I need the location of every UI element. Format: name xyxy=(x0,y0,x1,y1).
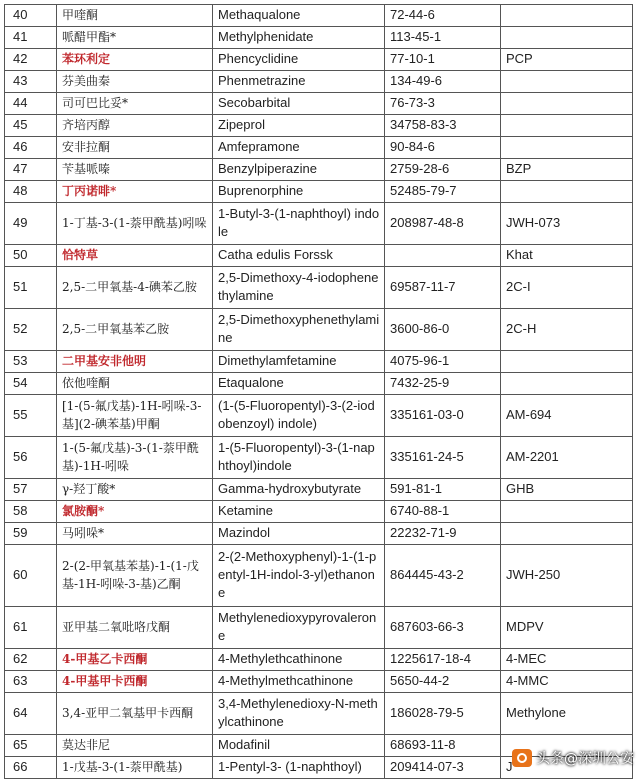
table-row xyxy=(5,93,633,115)
number-cell: 61 xyxy=(5,607,57,649)
english-name-cell: Benzylpiperazine xyxy=(213,159,385,181)
cas-number-cell: 72-44-6 xyxy=(385,5,501,27)
english-name-cell: Phenmetrazine xyxy=(213,71,385,93)
table-row xyxy=(5,479,633,501)
english-name-cell: Amfepramone xyxy=(213,137,385,159)
table-row xyxy=(5,115,633,137)
number-cell: 57 xyxy=(5,479,57,501)
english-name-cell: Secobarbital xyxy=(213,93,385,115)
abbreviation-cell: 2C-I xyxy=(501,267,633,309)
abbreviation-cell xyxy=(501,351,633,373)
english-name-cell: 4-Methylmethcathinone xyxy=(213,671,385,693)
table-row xyxy=(5,395,633,437)
number-cell: 66 xyxy=(5,757,57,779)
abbreviation-cell: GHB xyxy=(501,479,633,501)
table-row xyxy=(5,351,633,373)
table-row xyxy=(5,671,633,693)
cas-number-cell: 5650-44-2 xyxy=(385,671,501,693)
number-cell: 65 xyxy=(5,735,57,757)
number-cell: 54 xyxy=(5,373,57,395)
cas-number-cell: 2759-28-6 xyxy=(385,159,501,181)
table-row xyxy=(5,649,633,671)
chinese-name-cell: [1-(5-氟戊基)-1H-吲哚-3-基](2-碘苯基)甲酮 xyxy=(57,395,213,437)
drug-table xyxy=(4,4,633,779)
abbreviation-cell: Khat xyxy=(501,245,633,267)
table-row xyxy=(5,607,633,649)
chinese-name-cell: 甲喹酮 xyxy=(57,5,213,27)
abbreviation-cell: 4-MMC xyxy=(501,671,633,693)
chinese-name-cell: 恰特草 xyxy=(57,245,213,267)
abbreviation-cell xyxy=(501,501,633,523)
english-name-cell: 4-Methylethcathinone xyxy=(213,649,385,671)
english-name-cell: Phencyclidine xyxy=(213,49,385,71)
chinese-name-cell: 3,4-亚甲二氧基甲卡西酮 xyxy=(57,693,213,735)
table-row xyxy=(5,309,633,351)
abbreviation-cell: BZP xyxy=(501,159,633,181)
table-row xyxy=(5,693,633,735)
english-name-cell: 2,5-Dimethoxyphenethylamine xyxy=(213,309,385,351)
chinese-name-cell: 司可巴比妥* xyxy=(57,93,213,115)
number-cell: 45 xyxy=(5,115,57,137)
cas-number-cell: 34758-83-3 xyxy=(385,115,501,137)
cas-number-cell: 52485-79-7 xyxy=(385,181,501,203)
number-cell: 46 xyxy=(5,137,57,159)
english-name-cell: Gamma-hydroxybutyrate xyxy=(213,479,385,501)
number-cell: 42 xyxy=(5,49,57,71)
chinese-name-cell: 依他喹酮 xyxy=(57,373,213,395)
chinese-name-cell: 2,5-二甲氧基苯乙胺 xyxy=(57,309,213,351)
number-cell: 60 xyxy=(5,545,57,607)
english-name-cell: 3,4-Methylenedioxy-N-methylcathinone xyxy=(213,693,385,735)
abbreviation-cell: J xyxy=(501,757,633,779)
number-cell: 62 xyxy=(5,649,57,671)
abbreviation-cell xyxy=(501,27,633,49)
cas-number-cell: 134-49-6 xyxy=(385,71,501,93)
number-cell: 55 xyxy=(5,395,57,437)
table-row xyxy=(5,49,633,71)
abbreviation-cell xyxy=(501,71,633,93)
table-row xyxy=(5,267,633,309)
chinese-name-cell: 芬美曲秦 xyxy=(57,71,213,93)
number-cell: 59 xyxy=(5,523,57,545)
chinese-name-cell: 莫达非尼 xyxy=(57,735,213,757)
number-cell: 51 xyxy=(5,267,57,309)
abbreviation-cell: JWH-073 xyxy=(501,203,633,245)
table-row xyxy=(5,181,633,203)
english-name-cell: Zipeprol xyxy=(213,115,385,137)
abbreviation-cell xyxy=(501,93,633,115)
chinese-name-cell: 氯胺酮* xyxy=(57,501,213,523)
table-row xyxy=(5,373,633,395)
chinese-name-cell: 哌醋甲酯* xyxy=(57,27,213,49)
english-name-cell: 1-Butyl-3-(1-naphthoyl) indole xyxy=(213,203,385,245)
table-row xyxy=(5,501,633,523)
chinese-name-cell: γ-羟丁酸* xyxy=(57,479,213,501)
english-name-cell: Dimethylamfetamine xyxy=(213,351,385,373)
cas-number-cell: 209414-07-3 xyxy=(385,757,501,779)
chinese-name-cell: 苯环利定 xyxy=(57,49,213,71)
english-name-cell: Methylenedioxypyrovalerone xyxy=(213,607,385,649)
cas-number-cell: 113-45-1 xyxy=(385,27,501,49)
chinese-name-cell: 4-甲基乙卡西酮 xyxy=(57,649,213,671)
chinese-name-cell: 2,5-二甲氧基-4-碘苯乙胺 xyxy=(57,267,213,309)
number-cell: 58 xyxy=(5,501,57,523)
abbreviation-cell: AM-2201 xyxy=(501,437,633,479)
chinese-name-cell: 1-戊基-3-(1-萘甲酰基) xyxy=(57,757,213,779)
abbreviation-cell xyxy=(501,5,633,27)
cas-number-cell: 335161-24-5 xyxy=(385,437,501,479)
abbreviation-cell xyxy=(501,137,633,159)
cas-number-cell: 186028-79-5 xyxy=(385,693,501,735)
english-name-cell: (1-(5-Fluoropentyl)-3-(2-iodobenzoyl) indole) xyxy=(213,395,385,437)
english-name-cell: 2,5-Dimethoxy-4-iodophenethylamine xyxy=(213,267,385,309)
abbreviation-cell xyxy=(501,523,633,545)
watermark-text: 头条@深圳公安 xyxy=(536,751,634,767)
cas-number-cell: 335161-03-0 xyxy=(385,395,501,437)
cas-number-cell: 7432-25-9 xyxy=(385,373,501,395)
chinese-name-cell: 丁丙诺啡* xyxy=(57,181,213,203)
abbreviation-cell: AM-694 xyxy=(501,395,633,437)
table-row xyxy=(5,137,633,159)
abbreviation-cell: 2C-H xyxy=(501,309,633,351)
chinese-name-cell: 安非拉酮 xyxy=(57,137,213,159)
cas-number-cell: 3600-86-0 xyxy=(385,309,501,351)
english-name-cell: Catha edulis Forssk xyxy=(213,245,385,267)
cas-number-cell: 77-10-1 xyxy=(385,49,501,71)
chinese-name-cell: 4-甲基甲卡西酮 xyxy=(57,671,213,693)
chinese-name-cell: 1-(5-氟戊基)-3-(1-萘甲酰基)-1H-吲哚 xyxy=(57,437,213,479)
cas-number-cell: 68693-11-8 xyxy=(385,735,501,757)
abbreviation-cell xyxy=(501,181,633,203)
chinese-name-cell: 2-(2-甲氧基苯基)-1-(1-戊基-1H-吲哚-3-基)乙酮 xyxy=(57,545,213,607)
cas-number-cell: 6740-88-1 xyxy=(385,501,501,523)
abbreviation-cell xyxy=(501,115,633,137)
table-row xyxy=(5,437,633,479)
english-name-cell: Methaqualone xyxy=(213,5,385,27)
abbreviation-cell: MDPV xyxy=(501,607,633,649)
english-name-cell: 2-(2-Methoxyphenyl)-1-(1-pentyl-1H-indol-3-yl)ethanone xyxy=(213,545,385,607)
cas-number-cell: 687603-66-3 xyxy=(385,607,501,649)
english-name-cell: Mazindol xyxy=(213,523,385,545)
english-name-cell: Buprenorphine xyxy=(213,181,385,203)
cas-number-cell: 76-73-3 xyxy=(385,93,501,115)
cas-number-cell: 591-81-1 xyxy=(385,479,501,501)
table-row xyxy=(5,5,633,27)
number-cell: 48 xyxy=(5,181,57,203)
number-cell: 52 xyxy=(5,309,57,351)
cas-number-cell: 90-84-6 xyxy=(385,137,501,159)
english-name-cell: Etaqualone xyxy=(213,373,385,395)
abbreviation-cell xyxy=(501,373,633,395)
cas-number-cell: 208987-48-8 xyxy=(385,203,501,245)
table-row xyxy=(5,27,633,49)
table-row xyxy=(5,545,633,607)
number-cell: 44 xyxy=(5,93,57,115)
table-row xyxy=(5,203,633,245)
number-cell: 40 xyxy=(5,5,57,27)
table-row xyxy=(5,523,633,545)
number-cell: 50 xyxy=(5,245,57,267)
cas-number-cell: 4075-96-1 xyxy=(385,351,501,373)
english-name-cell: Ketamine xyxy=(213,501,385,523)
number-cell: 41 xyxy=(5,27,57,49)
cas-number-cell: 864445-43-2 xyxy=(385,545,501,607)
table-row xyxy=(5,245,633,267)
cas-number-cell: 1225617-18-4 xyxy=(385,649,501,671)
cas-number-cell: 22232-71-9 xyxy=(385,523,501,545)
chinese-name-cell: 马吲哚* xyxy=(57,523,213,545)
cas-number-cell: 69587-11-7 xyxy=(385,267,501,309)
chinese-name-cell: 苄基哌嗪 xyxy=(57,159,213,181)
number-cell: 43 xyxy=(5,71,57,93)
chinese-name-cell: 齐培丙醇 xyxy=(57,115,213,137)
english-name-cell: Modafinil xyxy=(213,735,385,757)
number-cell: 63 xyxy=(5,671,57,693)
number-cell: 64 xyxy=(5,693,57,735)
chinese-name-cell: 二甲基安非他明 xyxy=(57,351,213,373)
number-cell: 56 xyxy=(5,437,57,479)
chinese-name-cell: 亚甲基二氧吡咯戊酮 xyxy=(57,607,213,649)
abbreviation-cell: 4-MEC xyxy=(501,649,633,671)
abbreviation-cell: JWH-250 xyxy=(501,545,633,607)
english-name-cell: 1-(5-Fluoropentyl)-3-(1-naphthoyl)indole xyxy=(213,437,385,479)
number-cell: 53 xyxy=(5,351,57,373)
english-name-cell: 1-Pentyl-3- (1-naphthoyl) xyxy=(213,757,385,779)
number-cell: 47 xyxy=(5,159,57,181)
cas-number-cell xyxy=(385,245,501,267)
abbreviation-cell: Methylone xyxy=(501,693,633,735)
chinese-name-cell: 1-丁基-3-(1-萘甲酰基)吲哚 xyxy=(57,203,213,245)
abbreviation-cell: PCP xyxy=(501,49,633,71)
watermark xyxy=(512,748,634,768)
english-name-cell: Methylphenidate xyxy=(213,27,385,49)
number-cell: 49 xyxy=(5,203,57,245)
table-row xyxy=(5,159,633,181)
toutiao-logo-icon xyxy=(512,749,532,767)
table-row xyxy=(5,71,633,93)
